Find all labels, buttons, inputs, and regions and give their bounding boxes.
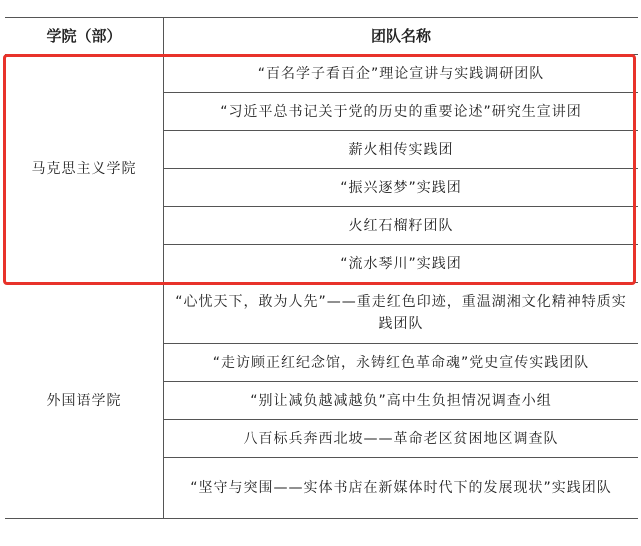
- team-cell: “流水琴川”实践团: [164, 245, 639, 283]
- table-row: [5, 55, 638, 93]
- header-college: 学院（部）: [5, 18, 164, 55]
- college-cell: 外国语学院: [5, 283, 164, 519]
- team-cell: “心忧天下，敢为人先”——重走红色印迹，重温湖湘文化精神特质实践团队: [164, 283, 639, 344]
- table-row: [5, 283, 638, 344]
- team-cell: “别让减负越减越负”高中生负担情况调查小组: [164, 382, 639, 420]
- team-cell: 八百标兵奔西北坡——革命老区贫困地区调查队: [164, 420, 639, 458]
- college-cell: 马克思主义学院: [5, 55, 164, 283]
- table-header-row: [5, 18, 638, 55]
- team-cell: “百名学子看百企”理论宣讲与实践调研团队: [164, 55, 639, 93]
- teams-table: [5, 17, 638, 519]
- team-cell: 薪火相传实践团: [164, 131, 639, 169]
- team-cell: “走访顾正红纪念馆，永铸红色革命魂”党史宣传实践团队: [164, 344, 639, 382]
- team-cell: “习近平总书记关于党的历史的重要论述”研究生宣讲团: [164, 93, 639, 131]
- team-cell: 火红石榴籽团队: [164, 207, 639, 245]
- header-team: 团队名称: [164, 18, 639, 55]
- team-cell: “坚守与突围——实体书店在新媒体时代下的发展现状”实践团队: [164, 458, 639, 519]
- team-cell: “振兴逐梦”实践团: [164, 169, 639, 207]
